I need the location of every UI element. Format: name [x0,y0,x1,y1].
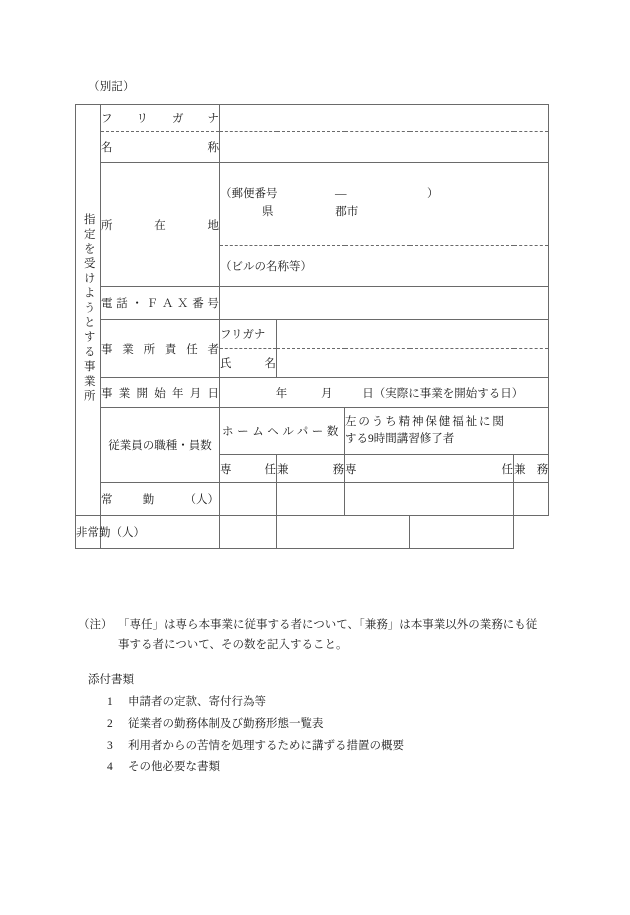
attachments-list [88,692,404,779]
input-address-building[interactable] [220,246,549,287]
subheader-mh-parttime [514,455,549,483]
label-manager-furigana [220,320,277,349]
label-name-text: 名 称 [101,142,219,154]
document-header: （別記） [88,81,135,93]
input-regular-mh-parttime[interactable] [514,483,549,516]
table-row-start-date [76,378,549,408]
attachment-number: 1 [107,695,113,708]
input-furigana[interactable] [220,105,549,132]
vertical-side-label [76,105,101,516]
footnote-line1-text: 「専任」は専ら本事業に従事する者について、「兼務」は本事業以外の業務にも従 [118,619,538,631]
table-row-manager-furigana [76,320,549,349]
label-address-text: 所 在 地 [101,219,219,232]
start-date-month-label: 月 [320,387,333,400]
start-date-day-label: 日 [362,387,374,400]
label-address [101,163,220,287]
label-start-date-text: 事 業 開 始 年 月 日 [101,387,219,400]
table-footnote [78,616,570,656]
subheader-helper-fulltime [220,455,277,483]
input-start-date[interactable] [220,378,549,408]
table-row-staff-header [76,408,549,455]
attachment-number: 3 [107,739,113,752]
input-tel-fax[interactable] [220,287,549,320]
header-mental-health-line1: 左のうち精神保健福祉に関 [345,415,506,428]
footnote-line2: 事する者について、その数を記入すること。 [118,638,348,651]
label-manager-text: 事 業 所 責 任 者 [101,343,219,356]
header-mental-health-training [345,408,549,455]
footnote-label: （注） [78,619,113,631]
side-label-text: 指定を受けようとする事業所 [82,212,95,405]
label-staff-category-text: 従業員の職種・員数 [108,440,212,452]
list-item [107,736,404,758]
label-furigana-text: フ リ ガ ナ [101,113,219,125]
subheader-mh-parttime-text: 兼 務 [514,463,549,476]
label-tel-fax [101,287,220,320]
label-start-date [101,378,220,408]
input-manager-name[interactable] [277,349,549,378]
header-mental-health-line2: する9時間講習修了者 [345,433,455,445]
input-regular-helper-fulltime[interactable] [220,483,277,516]
label-manager-name [220,349,277,378]
label-manager-name-text: 氏 名 [220,358,276,370]
label-furigana [101,105,220,132]
subheader-helper-parttime-text: 兼 務 [277,463,344,476]
attachment-text: 申請者の定款、寄付行為等 [128,695,266,708]
label-tel-fax-text: 電 話 ・ Ｆ Ａ Ｘ 番 号 [101,298,219,310]
label-manager [101,320,220,378]
input-nonregular-mh-fulltime[interactable] [277,516,410,549]
attachments-title: 添付書類 [88,674,134,686]
table-row-tel-fax [76,287,549,320]
subheader-helper-parttime [277,455,345,483]
label-manager-furigana-text: フリガナ [220,329,266,341]
attachment-text: その他必要な書類 [128,761,220,774]
label-nonregular-staff [76,516,145,549]
table-row-name [76,132,549,163]
input-nonregular-mh-parttime[interactable] [410,516,514,549]
subheader-helper-fulltime-text: 専 任 [220,463,276,476]
subheader-mh-fulltime-text: 専 任 [345,463,513,476]
input-name[interactable] [220,132,549,163]
address-postal-hint: （郵便番号 ― ） [220,188,439,201]
address-pref-city-hint [220,204,548,222]
address-building-hint: （ビルの名称等） [220,261,312,273]
footnote-line1 [78,616,570,636]
designation-application-table [75,104,549,549]
start-date-year-label: 年 [275,387,288,400]
label-regular-staff [101,483,220,516]
input-manager-furigana[interactable] [277,320,549,349]
attachment-text: 利用者からの苦情を処理するために講ずる措置の概要 [128,739,404,752]
subheader-mh-fulltime [345,455,514,483]
label-regular-staff-text: 常 勤 （人） [101,494,219,506]
label-name [101,132,220,163]
input-nonregular-helper-parttime[interactable] [220,516,277,549]
table-row-regular-staff [76,483,549,516]
header-helper-count [220,408,345,455]
address-pref-label: 県 [262,206,274,218]
list-item [107,757,404,779]
input-regular-mh-fulltime[interactable] [345,483,514,516]
attachment-text: 従業者の勤務体制及び勤務形態一覧表 [128,717,324,730]
table-row-furigana [76,105,549,132]
label-staff-category [101,408,220,483]
attachment-number: 2 [107,717,113,730]
attachment-number: 4 [107,761,113,774]
input-address-main[interactable] [220,163,549,246]
header-helper-count-text: ホームヘルパー数 [222,426,342,438]
table-row-address-upper [76,163,549,246]
address-city-label: 郡市 [335,206,359,218]
attachments-section [88,670,404,779]
input-regular-helper-parttime[interactable] [277,483,345,516]
table-row-nonregular-staff [76,516,549,549]
label-nonregular-staff-text: 非 常 勤 （人） [76,527,145,539]
list-item [107,714,404,736]
start-date-note: （実際に事業を開始する日） [373,387,524,400]
list-item [107,692,404,714]
